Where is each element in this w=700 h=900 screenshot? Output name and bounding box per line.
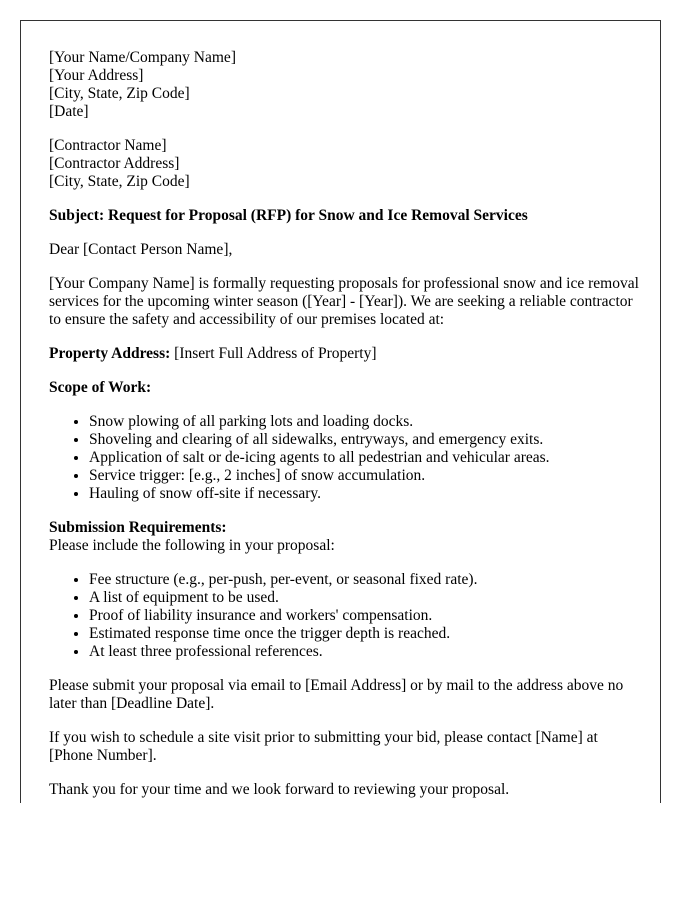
recipient-address: [Contractor Address] bbox=[49, 155, 180, 172]
list-item: • Hauling of snow off-site if necessary. bbox=[89, 485, 640, 503]
list-item: • Fee structure (e.g., per-push, per-event, or seasonal fixed rate). bbox=[89, 571, 640, 589]
recipient-city: [City, State, Zip Code] bbox=[49, 173, 190, 190]
submission-heading: Submission Requirements: bbox=[49, 519, 227, 536]
visit-paragraph: If you wish to schedule a site visit prior to submitting your bid, please contact [Name] at [Phone Number]. bbox=[49, 729, 598, 764]
scope-list bbox=[49, 413, 640, 503]
sender-block bbox=[49, 49, 640, 121]
submission-intro: Please include the following in your proposal: bbox=[49, 537, 335, 554]
list-item: • Service trigger: [e.g., 2 inches] of snow accumulation. bbox=[89, 467, 640, 485]
intro-paragraph: [Your Company Name] is formally requesting proposals for professional snow and ice removal services for the upcoming winter season ([Year] - [Year]). We are seeking a reliable contractor to ensure the safety and accessibility of our premises located at: bbox=[49, 275, 639, 328]
sender-date: [Date] bbox=[49, 103, 89, 120]
list-item: • Shoveling and clearing of all sidewalks, entryways, and emergency exits. bbox=[89, 431, 640, 449]
letter-content bbox=[49, 49, 640, 803]
submit-paragraph: Please submit your proposal via email to [Email Address] or by mail to the address above no later than [Deadline Date]. bbox=[49, 677, 624, 712]
scope-heading: Scope of Work: bbox=[49, 379, 152, 396]
property-value: [Insert Full Address of Property] bbox=[170, 345, 377, 362]
list-item: • At least three professional references. bbox=[89, 643, 640, 661]
recipient-block bbox=[49, 137, 640, 191]
property-address bbox=[49, 345, 640, 363]
property-label: Property Address: bbox=[49, 345, 171, 362]
sender-address: [Your Address] bbox=[49, 67, 144, 84]
letter-page bbox=[20, 20, 661, 803]
greeting: Dear [Contact Person Name], bbox=[49, 241, 233, 258]
closing-paragraph: Thank you for your time and we look forward to reviewing your proposal. bbox=[49, 781, 510, 798]
list-item: • Application of salt or de-icing agents to all pedestrian and vehicular areas. bbox=[89, 449, 640, 467]
recipient-name: [Contractor Name] bbox=[49, 137, 167, 154]
list-item: • Snow plowing of all parking lots and loading docks. bbox=[89, 413, 640, 431]
sender-name: [Your Name/Company Name] bbox=[49, 49, 236, 66]
list-item: • Proof of liability insurance and workers' compensation. bbox=[89, 607, 640, 625]
sender-city: [City, State, Zip Code] bbox=[49, 85, 190, 102]
list-item: • Estimated response time once the trigger depth is reached. bbox=[89, 625, 640, 643]
submission-list bbox=[49, 571, 640, 661]
list-item: • A list of equipment to be used. bbox=[89, 589, 640, 607]
subject-line: Subject: Request for Proposal (RFP) for Snow and Ice Removal Services bbox=[49, 207, 528, 224]
